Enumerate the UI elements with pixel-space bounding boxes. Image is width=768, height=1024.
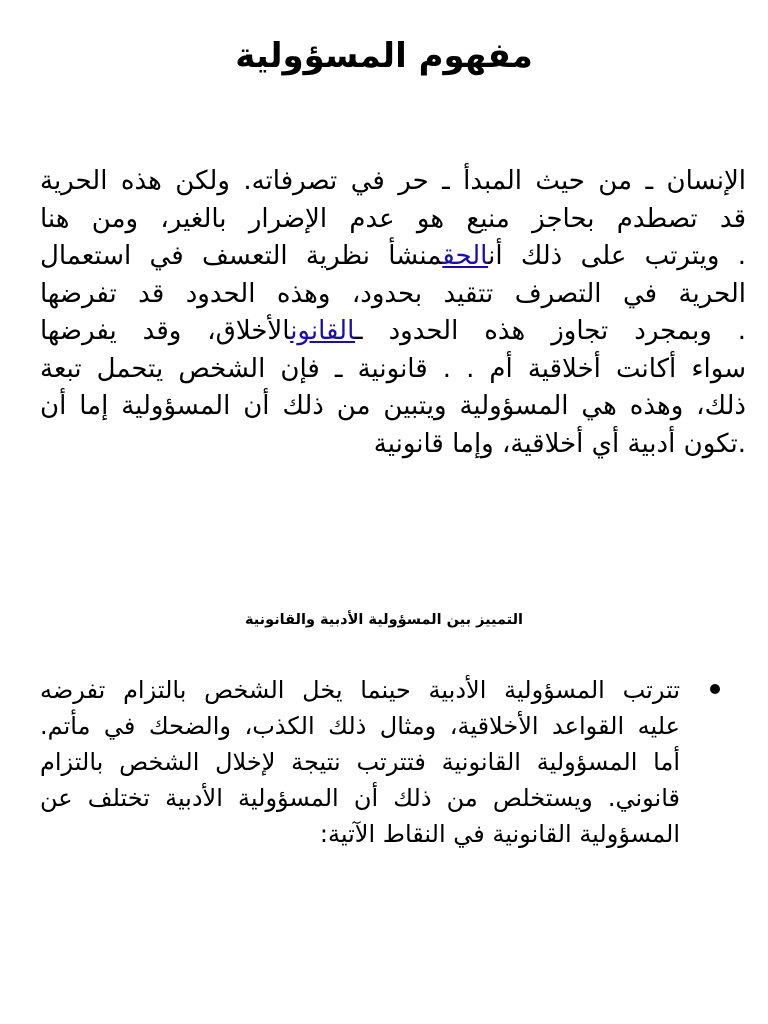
link-qanun[interactable]: القانون <box>290 316 356 346</box>
bullet-text <box>40 672 680 852</box>
bullet-dot-icon <box>710 684 720 694</box>
paragraph-line: .تكون أدبية أي أخلاقية، وإما قانونية <box>373 428 746 459</box>
paragraph-text: الأخلاق، وقد يفرضها <box>40 316 291 346</box>
bullet-line: قانوني. ويستخلص من ذلك أن المسؤولية الأدبية تختلف عن <box>40 784 680 812</box>
definition-paragraph <box>40 163 746 463</box>
paragraph-text: . وبمجرد تجاوز هذه الحدود ـ <box>355 316 746 346</box>
bullet-line: المسؤولية القانونية في النقاط الآتية: <box>319 820 680 848</box>
page-title: مفهوم المسؤولية <box>235 36 533 76</box>
paragraph-line: ذلك، وهذه هي المسؤولية ويتبين من ذلك أن المسؤولية إما أن <box>40 391 746 421</box>
paragraph-line: الحرية في التصرف تتقيد بحدود، وهذه الحدود قد تفرضها <box>40 278 746 309</box>
paragraph-line: قد تصطدم بحاجز منيع هو عدم الإضرار بالغير، ومن هنا <box>40 203 746 234</box>
paragraph-line <box>40 238 746 276</box>
link-haq[interactable]: الحق <box>442 241 489 271</box>
section-subtitle: التمييز بين المسؤولية الأدبية والقانونية <box>244 612 524 628</box>
bullet-line: عليه القواعد الأخلاقية، ومثال ذلك الكذب، والضحك في مأتم. <box>40 712 680 740</box>
list-item <box>40 672 720 852</box>
paragraph-line: سواء أكانت أخلاقية أم . . قانونية ـ فإن الشخص يتحمل تبعة <box>40 353 746 384</box>
paragraph-text: . ويترتب على ذلك أن <box>488 241 746 271</box>
paragraph-line <box>40 313 746 351</box>
bullet-line: أما المسؤولية القانونية فتترتب نتيجة لإخلال الشخص بالتزام <box>40 748 680 776</box>
bullet-list <box>40 672 720 852</box>
paragraph-line: الإنسان ـ من حيث المبدأ ـ حر في تصرفاته. ولكن هذه الحرية <box>40 166 746 196</box>
paragraph-text: منشأ نظرية التعسف في استعمال <box>40 241 443 271</box>
bullet-line: تترتب المسؤولية الأدبية حينما يخل الشخص بالتزام تفرضه <box>40 676 680 704</box>
